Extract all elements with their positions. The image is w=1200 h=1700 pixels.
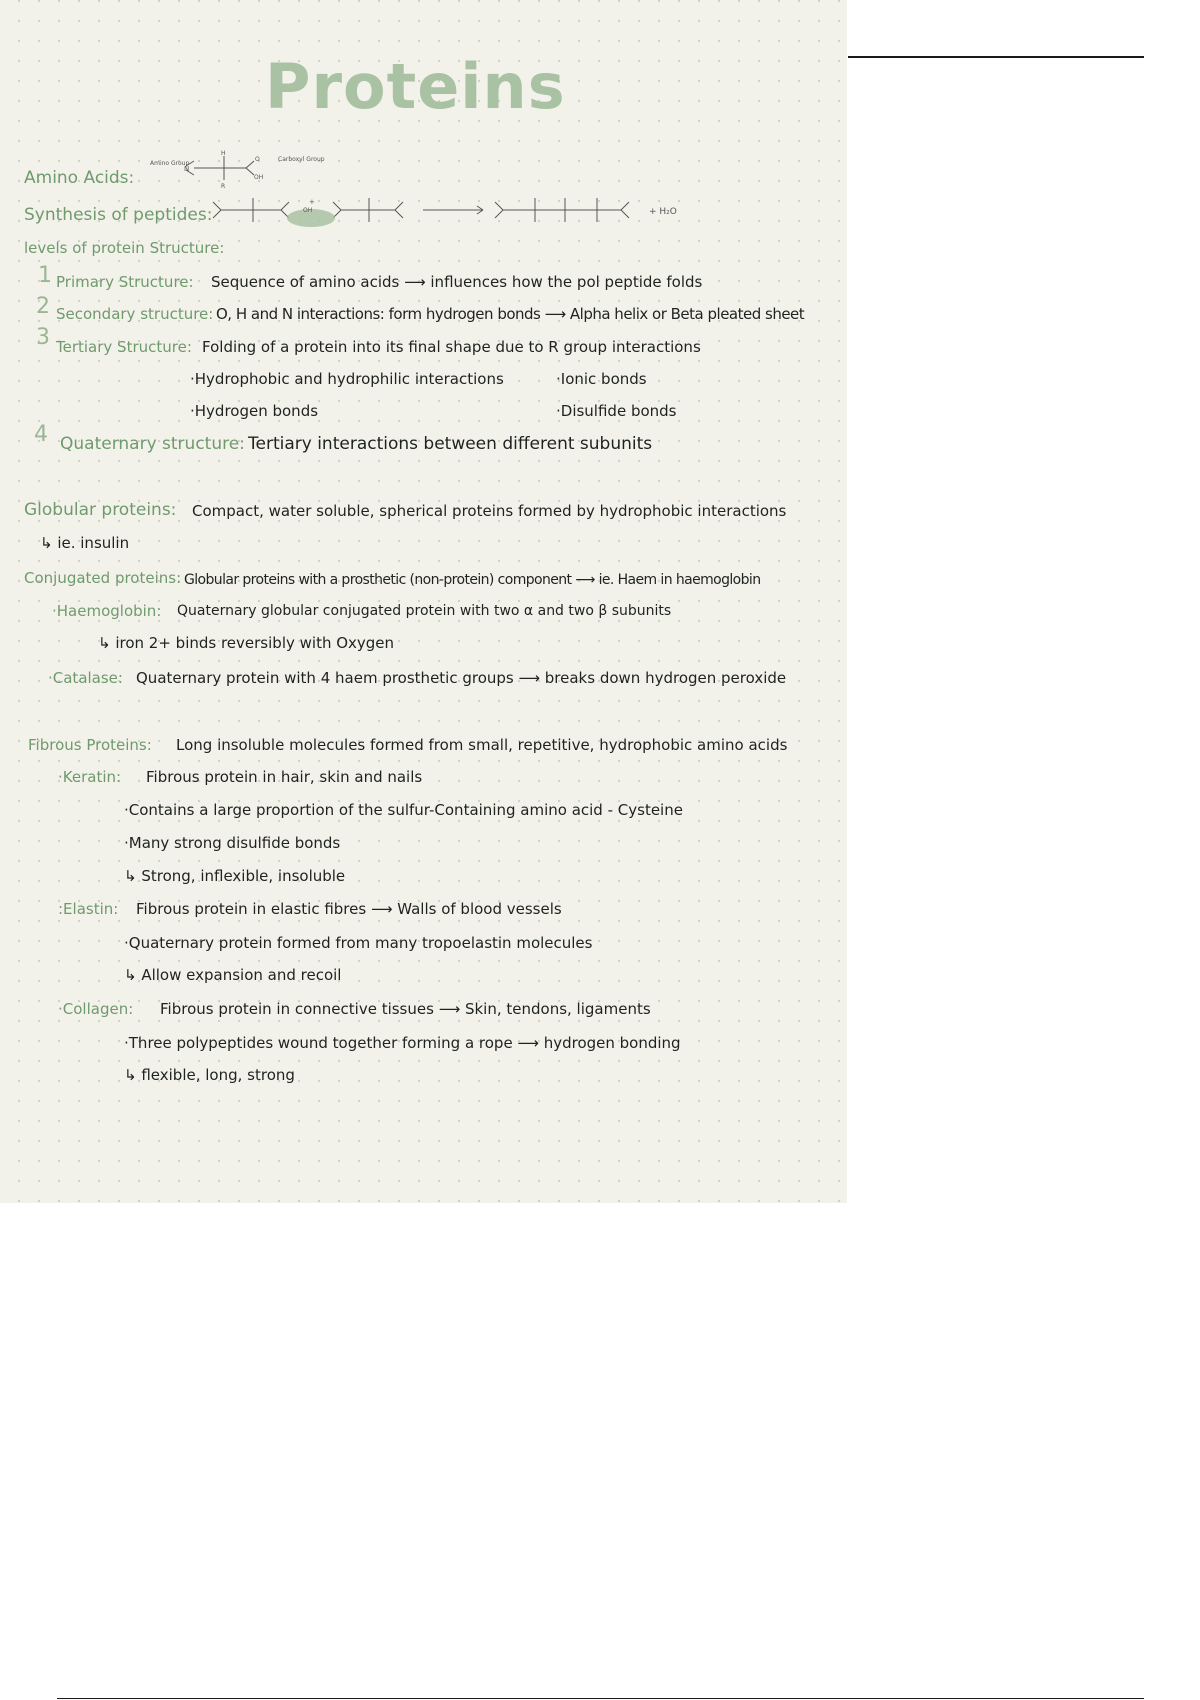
collagen-label: ·Collagen: <box>58 1000 134 1018</box>
diagram-h: H <box>221 150 226 157</box>
iron-binding-text: ↳ iron 2+ binds reversibly with Oxygen <box>98 634 395 652</box>
level-number-2: 2 <box>36 294 50 319</box>
amino-group-label: Amino Group <box>150 160 190 167</box>
quaternary-structure-text: Tertiary interactions between different subunits <box>248 434 653 454</box>
primary-structure-label: Primary Structure: <box>56 273 194 291</box>
page-title: Proteins <box>265 50 566 123</box>
tertiary-structure-label: Tertiary Structure: <box>56 338 192 356</box>
level-number-4: 4 <box>34 422 48 447</box>
catalase-label: ·Catalase: <box>48 669 123 687</box>
keratin-point-disulfide: ·Many strong disulfide bonds <box>124 834 341 852</box>
levels-label: levels of protein Structure: <box>24 239 225 257</box>
globular-example: ↳ ie. insulin <box>40 534 130 552</box>
tertiary-bullet-ionic: ·Ionic bonds <box>556 370 647 388</box>
carboxyl-group-label: Carboxyl Group <box>278 156 325 163</box>
svg-text:OH: OH <box>303 207 313 214</box>
elastin-label: :Elastin: <box>58 900 119 918</box>
level-number-1: 1 <box>38 263 52 288</box>
keratin-point-cysteine: ·Contains a large proportion of the sulfur-Containing amino acid - Cysteine <box>124 801 683 819</box>
elastin-point-tropoelastin: ·Quaternary protein formed from many tropoelastin molecules <box>124 934 593 952</box>
keratin-text: Fibrous protein in hair, skin and nails <box>146 768 423 786</box>
diagram-oh: OH <box>254 174 264 181</box>
diagram-n: N <box>184 165 190 173</box>
primary-structure-text: Sequence of amino acids ⟶ influences how the pol peptide folds <box>211 273 703 291</box>
haemoglobin-text: Quaternary globular conjugated protein with two α and two β subunits <box>177 603 672 619</box>
fibrous-proteins-label: Fibrous Proteins: <box>28 736 152 754</box>
amino-acid-diagram <box>150 148 325 190</box>
diagram-o: O <box>255 156 260 163</box>
tertiary-bullet-hydrophobic: ·Hydrophobic and hydrophilic interactions <box>190 370 504 388</box>
collagen-point-properties: ↳ flexible, long, strong <box>124 1066 295 1084</box>
synthesis-label: Synthesis of peptides: <box>24 205 213 225</box>
haemoglobin-label: ·Haemoglobin: <box>52 602 162 620</box>
svg-text:+: + <box>309 198 315 206</box>
collagen-point-rope: ·Three polypeptides wound together forming a rope ⟶ hydrogen bonding <box>124 1034 681 1052</box>
collagen-text: Fibrous protein in connective tissues ⟶ Skin, tendons, ligaments <box>160 1000 651 1018</box>
globular-proteins-label: Globular proteins: <box>24 500 177 520</box>
diagram-r: R <box>221 183 226 190</box>
tertiary-structure-text: Folding of a protein into its final shape due to R group interactions <box>202 338 701 356</box>
amino-acids-label: Amino Acids: <box>24 168 135 188</box>
header-rule <box>848 56 1144 58</box>
globular-proteins-text: Compact, water soluble, spherical proteins formed by hydrophobic interactions <box>192 502 787 520</box>
notebook-page <box>0 0 847 1203</box>
footer-rule <box>57 1698 1144 1699</box>
quaternary-structure-label: Quaternary structure: <box>60 434 245 454</box>
secondary-structure-text: O, H and N interactions: form hydrogen bonds ⟶ Alpha helix or Beta pleated sheet <box>216 305 805 323</box>
keratin-label: ·Keratin: <box>58 768 122 786</box>
peptide-synthesis-diagram <box>205 188 705 232</box>
fibrous-proteins-text: Long insoluble molecules formed from small, repetitive, hydrophobic amino acids <box>176 736 788 754</box>
tertiary-bullet-disulfide: ·Disulfide bonds <box>556 402 677 420</box>
catalase-text: Quaternary protein with 4 haem prosthetic groups ⟶ breaks down hydrogen peroxide <box>136 669 787 687</box>
keratin-point-properties: ↳ Strong, inflexible, insoluble <box>124 867 346 885</box>
elastin-point-recoil: ↳ Allow expansion and recoil <box>124 966 342 984</box>
elastin-text: Fibrous protein in elastic fibres ⟶ Walls of blood vessels <box>136 900 562 918</box>
secondary-structure-label: Secondary structure: <box>56 305 214 323</box>
conjugated-proteins-label: Conjugated proteins: <box>24 569 182 587</box>
level-number-3: 3 <box>36 325 50 350</box>
conjugated-proteins-text: Globular proteins with a prosthetic (non-protein) component ⟶ ie. Haem in haemoglobin <box>184 572 761 588</box>
water-byproduct: + H₂O <box>649 207 677 217</box>
tertiary-bullet-hydrogen: ·Hydrogen bonds <box>190 402 319 420</box>
